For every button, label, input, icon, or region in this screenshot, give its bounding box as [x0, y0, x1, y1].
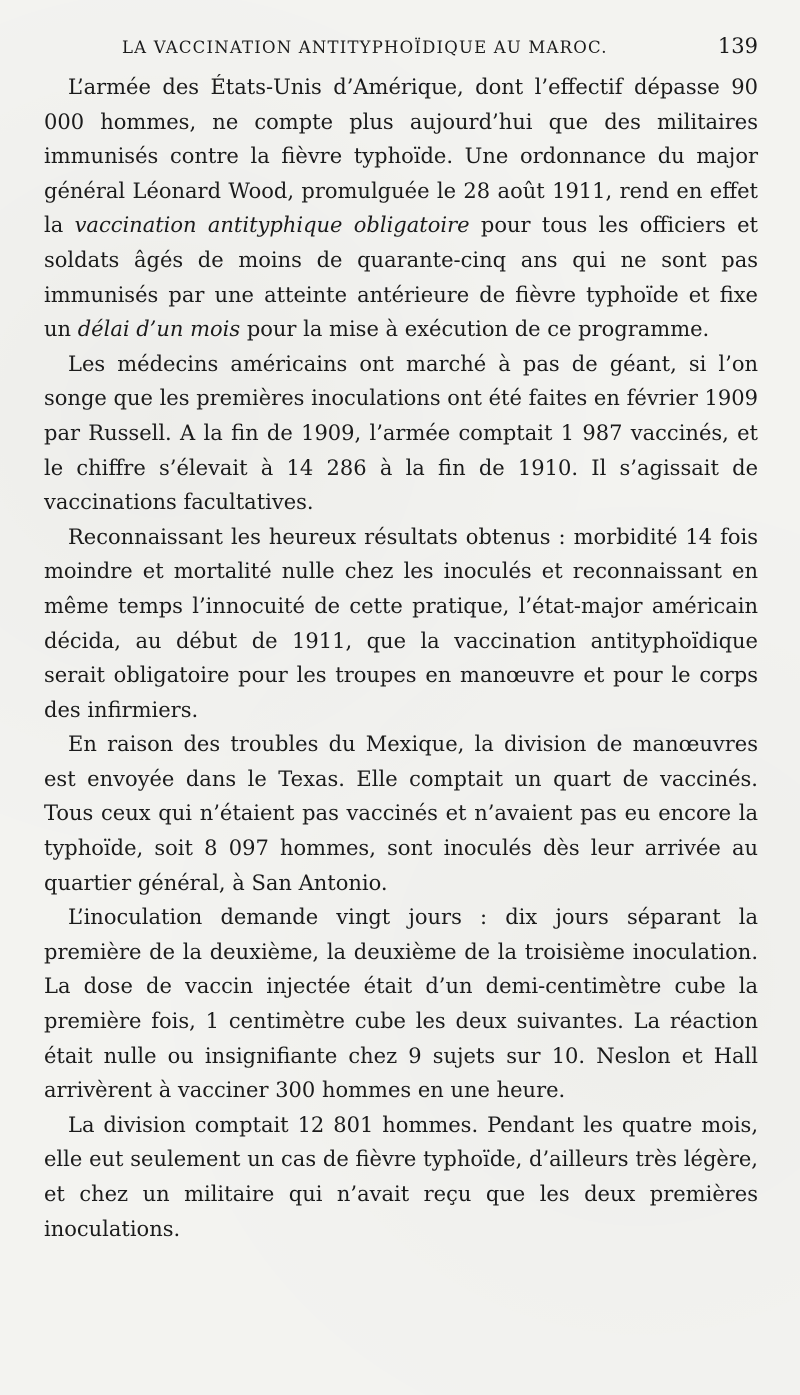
- text-segment: La division comptait 12 801 hommes. Pendant les quatre mois, elle eut seulement un cas de fièvre typhoïde, d’ailleurs très légère, et chez un militaire qui n’avait reçu que les deux premières inoculations.: [44, 1112, 758, 1241]
- text-segment: L’inoculation demande vingt jours : dix jours séparant la première de la deuxième, la deuxième de la troisième inoculation. La dose de vaccin injectée était d’un demi-centimètre cube la première fois, 1 centimètre cube les deux suivantes. La réaction était nulle ou insignifiante chez 9 sujets sur 10. Neslon et Hall arrivèrent à vacciner 300 hommes en une heure.: [44, 905, 758, 1103]
- paragraph: [44, 727, 758, 900]
- text-segment: pour tous les officiers et soldats âgés de moins de quarante-cinq ans qui ne sont pas immunisés par une atteinte antérieure de fièvre typhoïde et fixe un: [44, 213, 758, 342]
- text-segment: Reconnaissant les heureux résultats obtenus : morbidité 14 fois moindre et mortalité nulle chez les inoculés et reconnaissant en même temps l’innocuité de cette pratique, l’état-major américain décida, au début de 1911, que la vaccination antityphoïdique serait obligatoire pour les troupes en manœuvre et pour le corps des infirmiers.: [44, 524, 758, 722]
- text-segment: En raison des troubles du Mexique, la division de manœuvres est envoyée dans le Texas. Elle comptait un quart de vaccinés. Tous ceux qui n’étaient pas vaccinés et n’avaient pas eu encore la typhoïde, soit 8 097 hommes, sont inoculés dès leur arrivée au quartier général, à San Antonio.: [44, 732, 758, 895]
- running-title: LA VACCINATION ANTITYPHOÏDIQUE AU MAROC.: [122, 38, 608, 57]
- paragraph: [44, 520, 758, 728]
- page-number: 139: [717, 34, 758, 58]
- paragraph: [44, 1108, 758, 1246]
- text-segment: pour la mise à exécution de ce programme.: [240, 317, 710, 342]
- paragraph: [44, 70, 758, 347]
- italic-segment: vaccination antityphique obligatoire: [74, 213, 470, 238]
- body-text: [44, 70, 758, 1246]
- paragraph: [44, 900, 758, 1108]
- running-head: [122, 34, 758, 64]
- paragraph: [44, 347, 758, 520]
- italic-segment: délai d’un mois: [77, 317, 241, 342]
- text-segment: L’armée des États-Unis d’Amérique, dont l’effectif dépasse 90 000 hommes, ne compte plus aujourd’hui que des militaires immunisés contre la fièvre typhoïde. Une ordonnance du major général Léonard Wood, promulguée le 28 août 1911, rend en effet la: [44, 75, 758, 238]
- text-segment: Les médecins américains ont marché à pas de géant, si l’on songe que les premières inoculations ont été faites en février 1909 par Russell. A la fin de 1909, l’armée comptait 1 987 vaccinés, et le chiffre s’élevait à 14 286 à la fin de 1910. Il s’agissait de vaccinations facultatives.: [44, 351, 758, 515]
